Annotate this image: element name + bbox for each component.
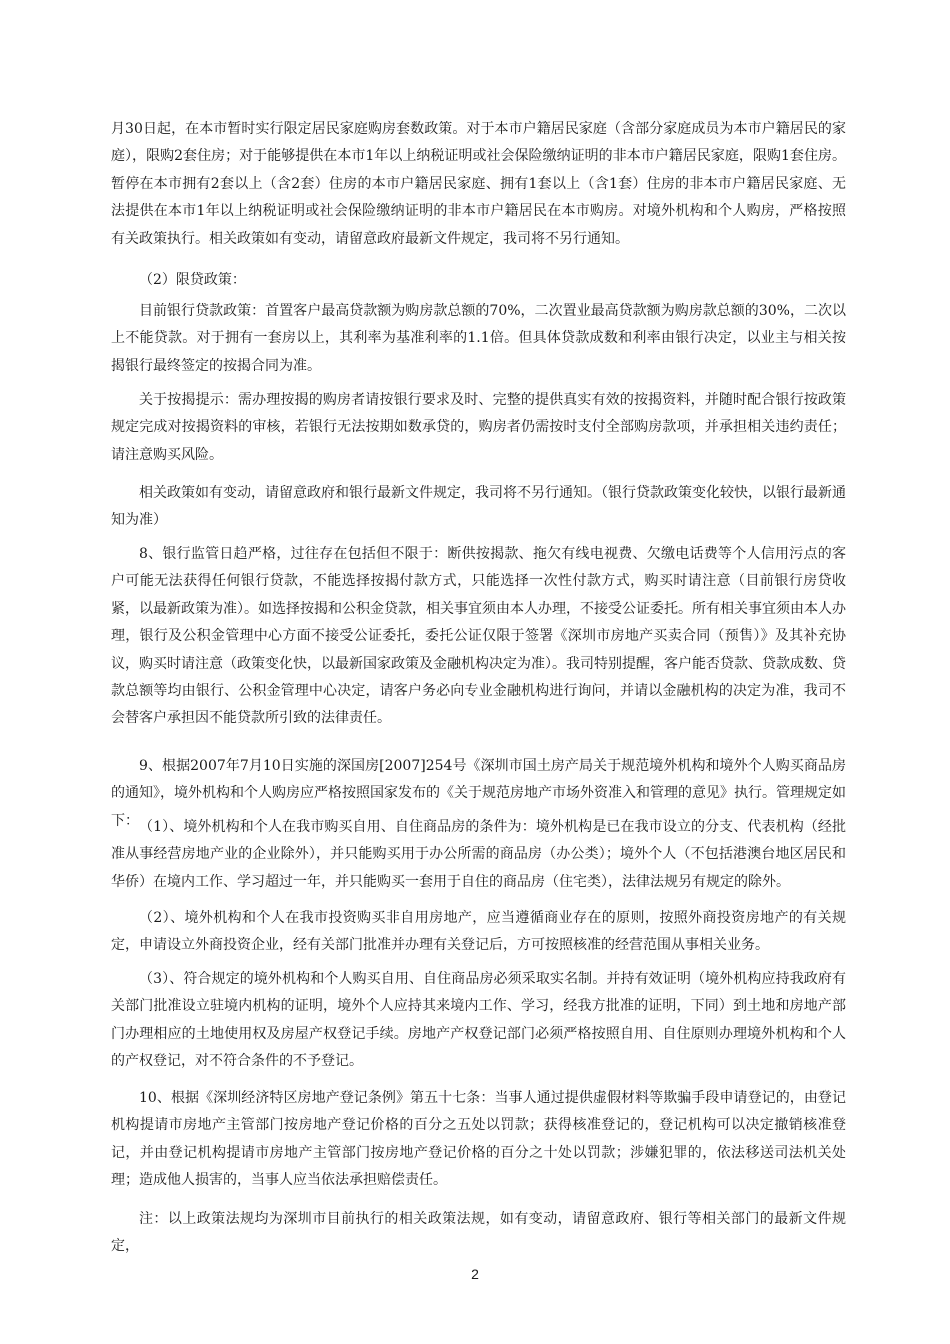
paragraph-bank-loan-policy: 目前银行贷款政策：首置客户最高贷款额为购房款总额的70%，二次置业最高贷款额为购房款总额的30%，二次以上不能贷款。对于拥有一套房以上，其利率为基准利率的1.1倍。但具体贷款成数和利率由银行决定，以业主与相关按揭银行最终签定的按揭合同为准。: [111, 303, 846, 374]
paragraph-rule-3: （3）、符合规定的境外机构和个人购买自用、自住商品房必须采取实名制。并持有效证明（境外机构应持我政府有关部门批准设立驻境内机构的证明，境外个人应持其来境内工作、学习，经我方批准的证明，下同）到土地和房地产部门办理相应的土地使用权及房屋产权登记手续。房地产产权登记部门必须严格按照自用、自住原则办理境外机构和个人的产权登记，对不符合条件的不予登记。: [111, 971, 846, 1070]
paragraph-item-8: 8、银行监管日趋严格，过往存在包括但不限于：断供按揭款、拖欠有线电视费、欠缴电话费等个人信用污点的客户可能无法获得任何银行贷款，不能选择按揭付款方式，只能选择一次性付款方式，购买时请注意（目前银行房贷收紧，以最新政策为准）。如选择按揭和公积金贷款，相关事宜须由本人办理，不接受公证委托。所有相关事宜须由本人办理，银行及公积金管理中心方面不接受公证委托，委托公证仅限于签署《深圳市房地产买卖合同（预售）》及其补充协议，购买时请注意（政策变化快，以最新国家政策及金融机构决定为准）。我司特别提醒，客户能否贷款、贷款成数、贷款总额等均由银行、公积金管理中心决定，请客户务必向专业金融机构进行询问，并请以金融机构的决定为准，我司不会替客户承担因不能贷款所引致的法律责任。: [111, 546, 846, 727]
paragraph-rule-2: （2）、境外机构和个人在我市投资购买非自用房地产，应当遵循商业存在的原则，按照外商投资房地产的有关规定，申请设立外商投资企业，经有关部门批准并办理有关登记后，方可按照核准的经营范围从事相关业务。: [111, 910, 846, 954]
paragraph-item-10: 10、根据《深圳经济特区房地产登记条例》第五十七条：当事人通过提供虚假材料等欺骗手段申请登记的，由登记机构提请市房地产主管部门按房地产登记价格的百分之五处以罚款；获得核准登记的，登记机构可以决定撤销核准登记，并由登记机构提请市房地产主管部门按房地产登记价格的百分之十处以罚款；涉嫌犯罪的，依法移送司法机关处理；造成他人损害的，当事人应当依法承担赔偿责任。: [111, 1090, 846, 1189]
paragraph-rule-1: （1）、境外机构和个人在我市购买自用、自住商品房的条件为：境外机构是已在我市设立的分支、代表机构（经批准从事经营房地产业的企业除外），并只能购买用于办公所需的商品房（办公类）；境外个人（不包括港澳台地区居民和华侨）在境内工作、学习超过一年，并只能购买一套用于自住的商品房（住宅类），法律法规另有规定的除外。: [111, 819, 846, 890]
heading-loan-limit: （2）限贷政策：: [139, 272, 246, 288]
paragraph-item-9: 9、根据2007年7月10日实施的深国房[2007]254号《深圳市国土房产局关于规范境外机构和境外个人购买商品房的通知》，境外机构和个人购房应严格按照国家发布的《关于规范房地产市场外资准入和管理的意见》执行。管理规定如下：: [111, 758, 846, 829]
paragraph-policy-change: 相关政策如有变动，请留意政府和银行最新文件规定，我司将不另行通知。（银行贷款政策变化较快，以银行最新通知为准）: [111, 485, 846, 529]
paragraph-mortgage-notice: 关于按揭提示：需办理按揭的购房者请按银行要求及时、完整的提供真实有效的按揭资料，并随时配合银行按政策规定完成对按揭资料的审核，若银行无法按期如数承贷的，购房者仍需按时支付全部购房款项，并承担相关违约责任；请注意购买风险。: [111, 392, 846, 463]
paragraph-note: 注：以上政策法规均为深圳市目前执行的相关政策法规，如有变动，请留意政府、银行等相关部门的最新文件规定，: [111, 1211, 846, 1255]
paragraph-purchase-limit: 月30日起，在本市暂时实行限定居民家庭购房套数政策。对于本市户籍居民家庭（含部分家庭成员为本市户籍居民的家庭），限购2套住房；对于能够提供在本市1年以上纳税证明或社会保险缴纳证明的非本市户籍居民家庭，限购1套住房。暂停在本市拥有2套以上（含2套）住房的本市户籍居民家庭、拥有1套以上（含1套）住房的非本市户籍居民家庭、无法提供在本市1年以上纳税证明或社会保险缴纳证明的非本市户籍居民在本市购房。对境外机构和个人购房，严格按照有关政策执行。相关政策如有变动，请留意政府最新文件规定，我司将不另行通知。: [111, 121, 846, 247]
page-number: 2: [471, 1266, 479, 1282]
